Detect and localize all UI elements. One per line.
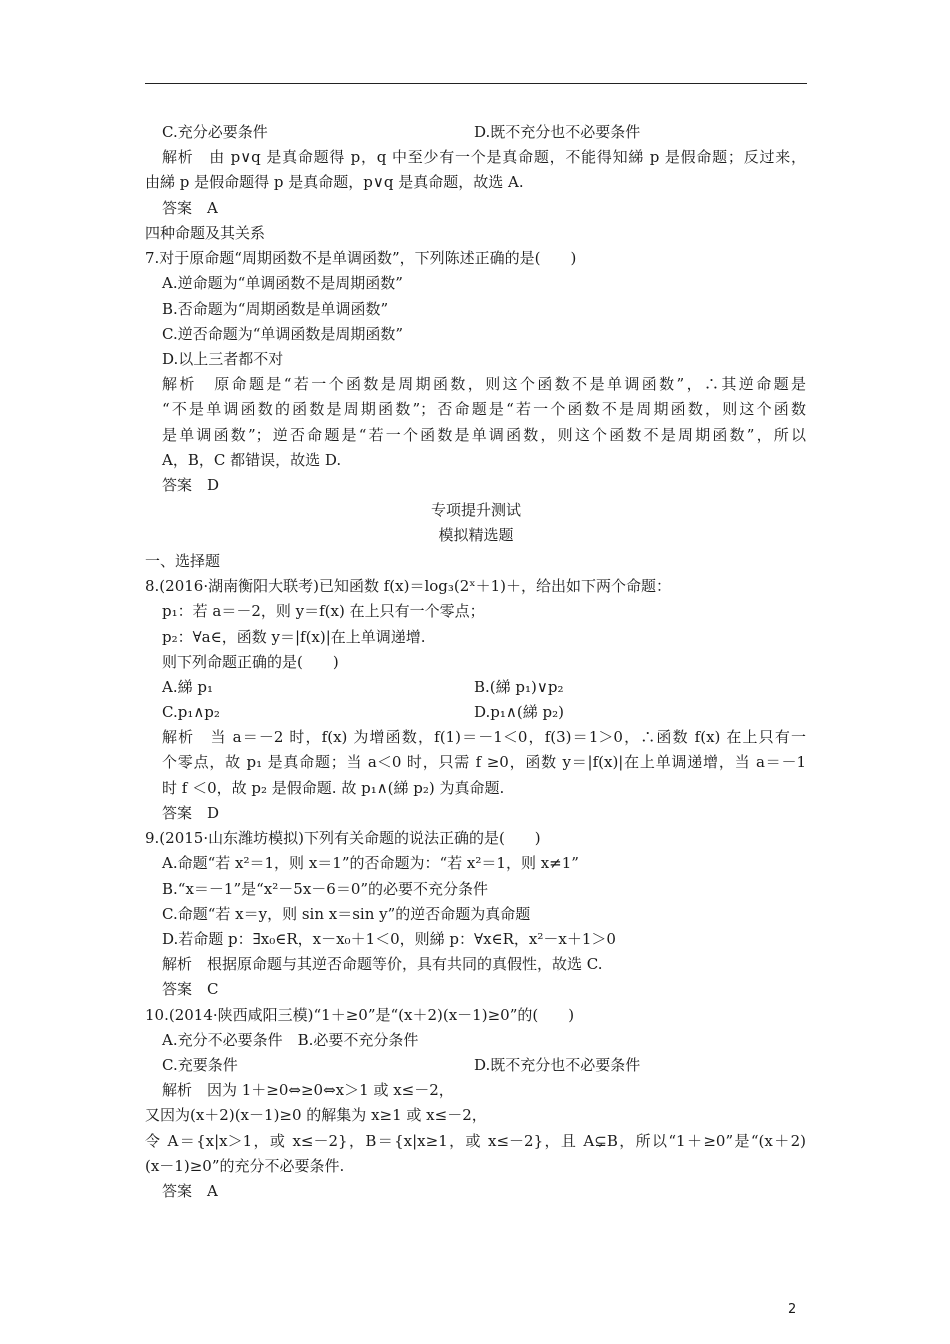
header-rule (145, 83, 807, 84)
analysis-text: (x－1)≥0”的充分不必要条件. (145, 1157, 345, 1175)
analysis-text: 时 f ＜0，故 p₂ 是假命题. 故 p₁∧(綈 p₂) 为真命题. (162, 779, 505, 797)
option-b: B.否命题为“周期函数是单调函数” (162, 300, 389, 318)
option-b: B.(綈 p₁)∨p₂ (474, 678, 564, 696)
answer: 答案 D (162, 476, 220, 494)
question-8: 8.(2016·湖南衡阳大联考)已知函数 f(x)＝log₃(2ˣ＋1)＋，给出如下两个命题： (145, 577, 672, 595)
analysis-text: 解析 因为 1＋≥0⇔≥0⇔x＞1 或 x≤－2， (162, 1081, 454, 1099)
option-d: D.若命题 p：∃x₀∈R，x－x₀＋1＜0，则綈 p：∀x∈R，x²－x＋1＞0 (162, 930, 616, 948)
option-ab: A.充分不必要条件 B.必要不充分条件 (162, 1031, 419, 1049)
section-subtitle: 模拟精选题 (438, 526, 514, 544)
option-c: C.充分必要条件 (162, 123, 268, 141)
analysis-text: 令 A＝{x|x＞1，或 x≤－2}，B＝{x|x≥1，或 x≤－2}，且 A⊊B，所以“1＋≥0”是“(x＋2) (145, 1132, 806, 1150)
question-prompt: 则下列命题正确的是( ) (162, 653, 339, 671)
option-d: D.既不充分也不必要条件 (474, 1056, 641, 1074)
analysis-text: 解析 由 p∨q 是真命题得 p，q 中至少有一个是真命题，不能得知綈 p 是假命题；反过来， (162, 148, 806, 166)
section-heading: 四种命题及其关系 (145, 224, 266, 242)
answer: 答案 D (162, 804, 220, 822)
option-c: C.逆否命题为“单调函数是周期函数” (162, 325, 404, 343)
option-a: A.綈 p₁ (162, 678, 213, 696)
analysis-text: 又因为(x＋2)(x－1)≥0 的解集为 x≥1 或 x≤－2， (145, 1106, 487, 1124)
option-a: A.命题“若 x²＝1，则 x＝1”的否命题为：“若 x²＝1，则 x≠1” (162, 854, 579, 872)
option-b: B.“x＝－1”是“x²－5x－6＝0”的必要不充分条件 (162, 880, 489, 898)
proposition-p1: p₁：若 a＝－2，则 y＝f(x) 在上只有一个零点； (162, 602, 485, 620)
page-number: 2 (788, 1302, 797, 1317)
analysis-text: 是单调函数”；逆否命题是“若一个函数是单调函数，则这个函数不是周期函数”，所以 (162, 426, 806, 444)
answer: 答案 A (162, 1182, 218, 1200)
analysis-text: 解析 当 a＝－2 时，f(x) 为增函数，f(1)＝－1＜0，f(3)＝1＞0，∴函数 f(x) 在上只有一 (162, 728, 806, 746)
option-a: A.逆命题为“单调函数不是周期函数” (162, 274, 403, 292)
analysis-text: “不是单调函数的函数是周期函数”；否命题是“若一个函数不是周期函数，则这个函数 (162, 400, 806, 418)
question-10: 10.(2014·陕西咸阳三模)“1＋≥0”是“(x＋2)(x－1)≥0”的( ) (145, 1006, 575, 1024)
section-heading: 一、选择题 (145, 552, 221, 570)
answer: 答案 A (162, 199, 218, 217)
analysis-text: 由綈 p 是假命题得 p 是真命题，p∨q 是真命题，故选 A. (145, 173, 524, 191)
option-c: C.p₁∧p₂ (162, 703, 220, 721)
answer: 答案 C (162, 980, 219, 998)
analysis-text: 解析 原命题是“若一个函数是周期函数，则这个函数不是单调函数”，∴其逆命题是 (162, 375, 806, 393)
option-c: C.命题“若 x＝y，则 sin x＝sin y”的逆否命题为真命题 (162, 905, 531, 923)
analysis-text: 个零点，故 p₁ 是真命题；当 a＜0 时，只需 f ≥0，函数 y＝|f(x)|在上单调递增，当 a＝－1 (162, 753, 806, 771)
option-d: D.p₁∧(綈 p₂) (474, 703, 564, 721)
question-9: 9.(2015·山东潍坊模拟)下列有关命题的说法正确的是( ) (145, 829, 541, 847)
analysis-text: 解析 根据原命题与其逆否命题等价，具有共同的真假性，故选 C. (162, 955, 603, 973)
option-c: C.充要条件 (162, 1056, 238, 1074)
option-d: D.既不充分也不必要条件 (474, 123, 641, 141)
section-title: 专项提升测试 (430, 501, 521, 519)
proposition-p2: p₂：∀a∈，函数 y＝|f(x)|在上单调递增. (162, 628, 426, 646)
question-7: 7.对于原命题“周期函数不是单调函数”，下列陈述正确的是( ) (145, 249, 577, 267)
analysis-text: A，B，C 都错误，故选 D. (162, 451, 342, 469)
option-d: D.以上三者都不对 (162, 350, 284, 368)
